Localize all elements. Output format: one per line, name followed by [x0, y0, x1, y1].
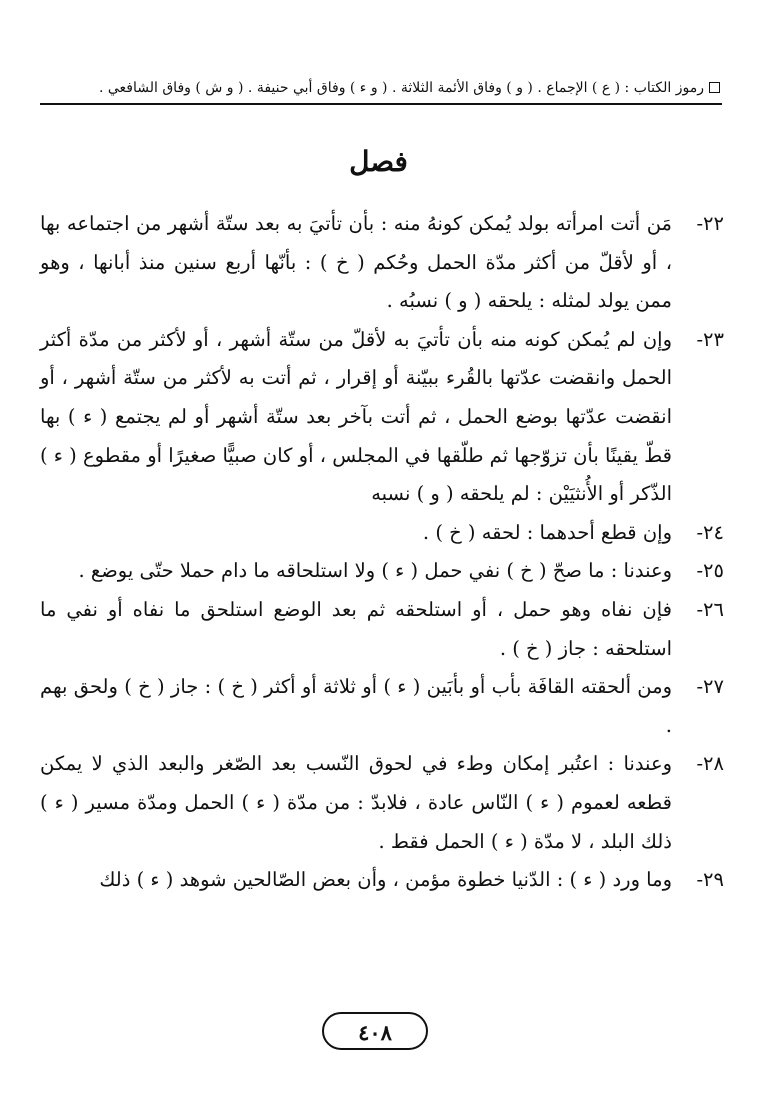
header-rule — [40, 103, 722, 105]
square-bullet-icon — [709, 82, 720, 93]
body-text — [40, 205, 724, 900]
paragraph-text: وإن قطع أحدهما : لحقه ( خ ) . — [422, 520, 672, 544]
paragraph-number: ٢٦- — [696, 597, 724, 621]
page-number: ٤٠٨ — [322, 1012, 428, 1050]
paragraph-22 — [40, 205, 724, 321]
header-legend — [40, 78, 720, 98]
paragraph-number: ٢٢- — [696, 212, 724, 235]
paragraph-26 — [40, 591, 724, 668]
paragraph-text: وعندنا : ما صحّ ( خ ) نفي حمل ( ء ) ولا استلحاقه ما دام حملا حتّى يوضع . — [78, 559, 672, 583]
paragraph-number: ٢٨- — [696, 752, 724, 776]
paragraph-25 — [40, 552, 724, 591]
section-title: فصل — [349, 145, 408, 178]
paragraph-number: ٢٧- — [696, 675, 724, 699]
paragraph-28 — [40, 745, 724, 861]
paragraph-23 — [40, 321, 724, 514]
paragraph-text: وما ورد ( ء ) : الدّنيا خطوة مؤمن ، وأن بعض الصّالحين شوهد ( ء ) ذلك — [99, 868, 672, 892]
paragraph-number: ٢٩- — [696, 868, 724, 892]
paragraph-number: ٢٣- — [696, 327, 724, 351]
paragraph-text: مَن أتت امرأته بولد يُمكن كونهُ منه : بأن تأتيَ به بعد ستّة أشهر من اجتماعه بها ، أو لأقلّ من أكثر مدّة الحمل وحُكم ( خ ) : بأنّها أربع سنين منذ أبانها ، وهو ممن يولد لمثله : يلحقه ( و ) نسبُه . — [40, 212, 672, 313]
paragraph-text: وإن لم يُمكن كونه منه بأن تأتيَ به لأقلّ من ستّة أشهر ، أو لأكثر من مدّة أكثر الحمل وانقضت عدّتها بالقُرء ببيّنة أو إقرار ، ثم أتت به لأكثر من ستّة أشهر ، أو انقضت عدّتها بوضع الحمل ، ثم أتت بآخر بعد ستّة أشهر أو لم يجتمع ( ء ) بها قطّ يقينًا بأن تزوّجها ثم طلّقها في المجلس ، أو كان صبيًّا صغيرًا أو مقطوع ( ء ) الذّكر أو الأُنثيَيْن : لم يلحقه ( و ) نسبه — [40, 327, 672, 506]
paragraph-text: فإن نفاه وهو حمل ، أو استلحقه ثم بعد الوضع استلحق ما نفاه أو نفي ما استلحقه : جاز ( خ ) . — [40, 597, 672, 660]
paragraph-text: ومن ألحقته القافَة بأب أو بأبَين ( ء ) أو ثلاثة أو أكثر ( خ ) : جاز ( خ ) ولحق بهم . — [40, 675, 672, 737]
header-legend-text: رموز الكتاب : ( ع ) الإجماع . ( و ) وفاق الأئمة الثلاثة . ( و ء ) وفاق أبي حنيفة . ( و ش ) وفاق الشافعي . — [98, 80, 704, 96]
paragraph-text: وعندنا : اعتُبر إمكان وطء في لحوق النّسب بعد الصّغر والبعد الذي لا يمكن قطعه لعموم ( ء ) النّاس عادة ، فلابدّ : من مدّة ( ء ) الحمل ومدّة مسير ( ء ) ذلك البلد ، لا مدّة ( ء ) الحمل فقط . — [40, 752, 672, 853]
paragraph-29 — [40, 861, 724, 900]
paragraph-24 — [40, 514, 724, 553]
paragraph-27 — [40, 668, 724, 745]
paragraph-number: ٢٥- — [696, 559, 724, 583]
paragraph-number: ٢٤- — [696, 520, 724, 544]
